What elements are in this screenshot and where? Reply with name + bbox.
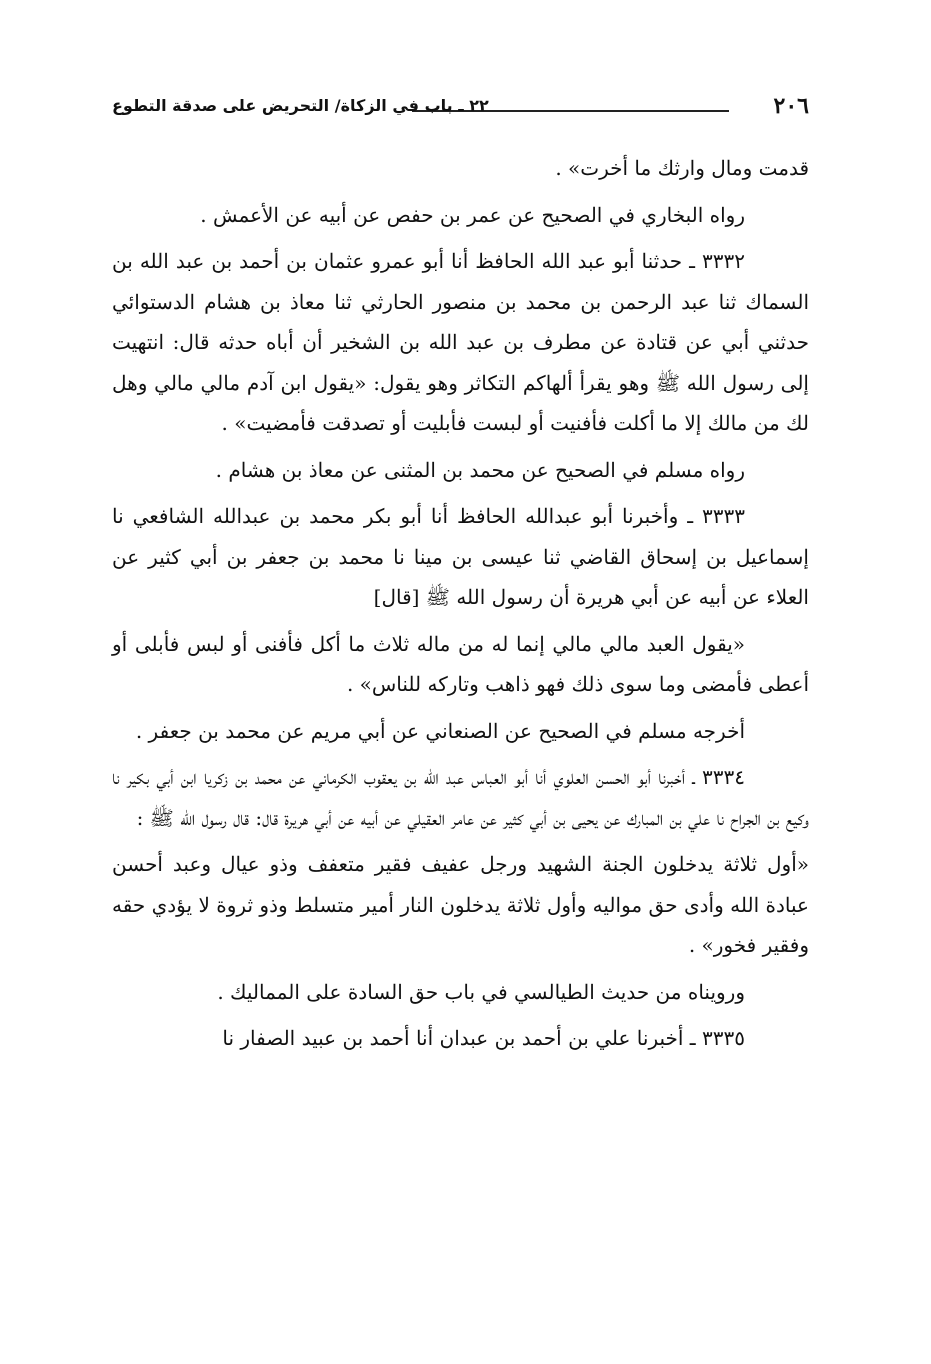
page-body <box>112 148 809 1059</box>
paragraph-hadith-text: «يقول العبد مالي مالي إنما له من ماله ثلاث ما أكل فأفنى أو لبس فأبلى أو أعطى فأمضى وما سوى ذلك فهو ذاهب وتاركه للناس» . <box>112 631 809 696</box>
paragraph-hadith-text: «أول ثلاثة يدخلون الجنة الشهيد ورجل عفيف فقير متعفف وذو عيال وعبد أحسن عبادة الله وأدى حق مواليه وأول ثلاثة يدخلون النار أمير متسلط وذو ثروة لا يؤدي حقه وفقير فخور» . <box>112 852 809 957</box>
paragraph-attribution: رواه مسلم في الصحيح عن محمد بن المثنى عن معاذ بن هشام . <box>215 457 745 482</box>
paragraph-hadith-3333: ٣٣٣٣ ـ وأخبرنا أبو عبدالله الحافظ أنا أبو بكر محمد بن عبدالله الشافعي نا إسماعيل بن إسحاق القاضي ثنا عيسى بن مينا نا محمد بن جعفر بن أبي كثير عن العلاء عن أبيه عن أبي هريرة أن رسول الله ﷺ [قال] <box>112 504 809 609</box>
paragraph-hadith-3334: ٣٣٣٤ ـ أخبرنا أبو الحسن العلوي أنا أبو العباس عبد الله بن يعقوب الكرماني عن محمد بن زكريا ابن أبي بكير نا وكيع بن الجراح نا علي بن المبارك عن يحيى بن أبي كثير عن عامر العقيلي عن أبيه عن أبي هريرة قال: قال رسول الله ﷺ : <box>112 765 809 830</box>
paragraph-hadith-3335: ٣٣٣٥ ـ أخبرنا علي بن أحمد بن عبدان أنا أحمد بن عبيد الصفار نا <box>222 1026 745 1050</box>
page-number: ٢٠٦ <box>773 93 809 119</box>
paragraph-continuation: قدمت ومال وارثك ما أخرت» . <box>555 156 809 180</box>
paragraph-attribution: أخرجه مسلم في الصحيح عن الصنعاني عن أبي مريم عن محمد بن جعفر . <box>135 718 745 743</box>
chapter-title: ٢٢ ـ باب في الزكاة/ التحريض على صدقة التطوع <box>112 96 489 115</box>
running-header <box>112 92 809 124</box>
paragraph-attribution: ورويناه من حديث الطيالسي في باب حق السادة على المماليك . <box>217 979 745 1004</box>
paragraph-hadith-3332: ٣٣٣٢ ـ حدثنا أبو عبد الله الحافظ أنا أبو عمرو عثمان بن أحمد بن عبد الله بن السماك ثنا عبد الرحمن بن محمد بن منصور الحارثي ثنا معاذ بن هشام الدستوائي حدثني أبي عن قتادة عن مطرف بن عبد الله بن الشخير أن أباه حدثه قال: انتهيت إلى رسول الله ﷺ وهو يقرأ ألهاكم التكاثر وهو يقول: «يقول ابن آدم مالي مالي وهل لك من مالك إلا ما أكلت فأفنيت أو لبست فأبليت أو تصدقت فأمضيت» . <box>112 249 810 435</box>
paragraph-attribution: رواه البخاري في الصحيح عن عمر بن حفص عن أبيه عن الأعمش . <box>200 202 745 227</box>
